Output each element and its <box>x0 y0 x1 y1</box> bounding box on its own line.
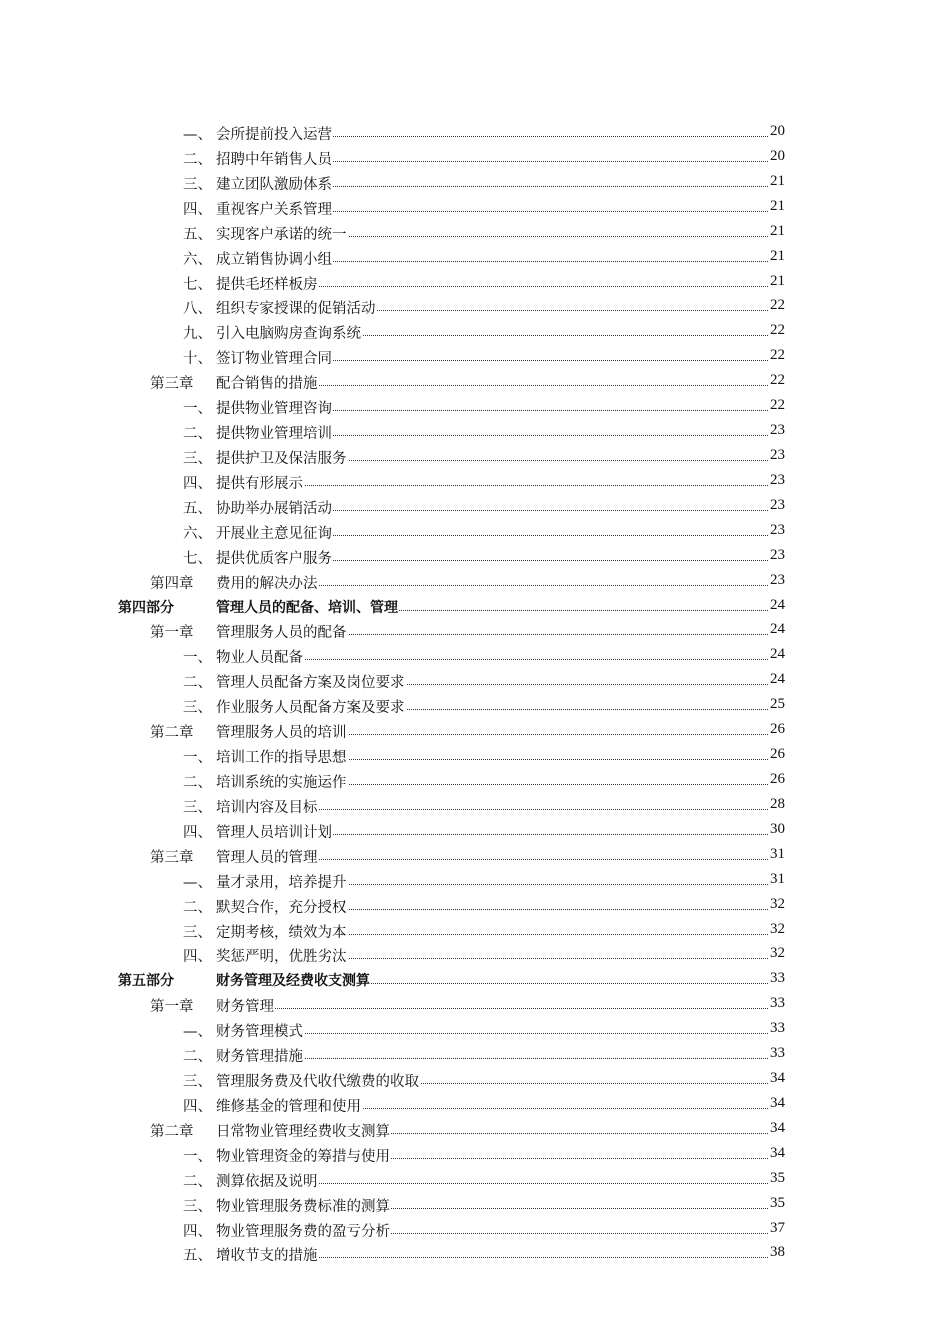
toc-entry-title[interactable]: 物业管理服务费标准的测算 <box>216 1195 391 1216</box>
toc-entry-page-number: 37 <box>770 1219 785 1236</box>
toc-entry-number: 三、 <box>183 450 212 467</box>
toc-entry-chapter[interactable] <box>0 569 950 594</box>
toc-entry-title[interactable]: 作业服务人员配备方案及要求 <box>216 696 406 717</box>
toc-entry-number: 五、 <box>183 1248 212 1265</box>
toc-entry-chapter[interactable] <box>0 718 950 743</box>
toc-entry-chapter[interactable] <box>0 369 950 394</box>
toc-entry-number: 第三章 <box>150 376 194 393</box>
toc-entry-page-number: 23 <box>770 422 785 439</box>
toc-entry-page-number: 20 <box>770 123 785 139</box>
toc-entry-title[interactable]: 培训工作的指导思想 <box>216 746 348 767</box>
toc-entry-title[interactable]: 会所提前投入运营 <box>216 123 333 144</box>
toc-entry-title[interactable]: 签订物业管理合同 <box>216 347 333 368</box>
toc-entry-page-number: 21 <box>770 272 785 289</box>
toc-entry-item[interactable] <box>0 1017 950 1042</box>
toc-entry-item[interactable] <box>0 344 950 369</box>
toc-entry-page-number: 20 <box>770 147 785 164</box>
toc-entry-number: 四、 <box>183 1223 212 1240</box>
toc-entry-number: 第五部分 <box>118 973 174 990</box>
toc-entry-number: 五、 <box>183 226 212 243</box>
toc-entry-item[interactable] <box>0 1192 950 1217</box>
toc-entry-number: 九、 <box>183 326 212 343</box>
toc-entry-page-number: 24 <box>770 596 785 613</box>
toc-entry-title[interactable]: 协助举办展销活动 <box>216 497 333 518</box>
toc-entry-number: 二、 <box>183 426 212 443</box>
toc-entry-item[interactable] <box>0 868 950 893</box>
toc-entry-number: 三、 <box>183 1198 212 1215</box>
toc-entry-title[interactable]: 日常物业管理经费收支测算 <box>216 1120 391 1141</box>
toc-entry-item[interactable] <box>0 1067 950 1092</box>
toc-entry-number: 四、 <box>183 1098 212 1115</box>
toc-entry-part[interactable] <box>0 967 950 992</box>
toc-entry-title[interactable]: 测算依据及说明 <box>216 1170 319 1191</box>
toc-entry-page-number: 21 <box>770 197 785 214</box>
toc-entry-item[interactable] <box>0 145 950 170</box>
toc-entry-page-number: 23 <box>770 521 785 538</box>
toc-entry-title[interactable]: 重视客户关系管理 <box>216 198 333 219</box>
toc-entry-item[interactable] <box>0 245 950 270</box>
toc-entry-page-number: 24 <box>770 621 785 638</box>
toc-entry-title[interactable]: 管理服务费及代收代缴费的收取 <box>216 1070 420 1091</box>
toc-entry-title[interactable]: 默契合作，充分授权 <box>216 896 348 917</box>
toc-entry-page-number: 34 <box>770 1119 785 1136</box>
toc-entry-item[interactable] <box>0 818 950 843</box>
toc-entry-chapter[interactable] <box>0 992 950 1017</box>
toc-entry-number: 四、 <box>183 949 212 966</box>
toc-entry-item[interactable] <box>0 1042 950 1067</box>
toc-entry-item[interactable] <box>0 419 950 444</box>
toc-entry-number: 第一章 <box>150 999 194 1016</box>
toc-entry-item[interactable] <box>0 743 950 768</box>
toc-entry-number: 二、 <box>183 899 212 916</box>
toc-entry-title[interactable]: 增收节支的措施 <box>216 1244 319 1265</box>
dot-leader <box>216 1008 782 1009</box>
toc-entry-title[interactable]: 财务管理及经费收支测算 <box>216 970 371 990</box>
toc-entry-page-number: 30 <box>770 820 785 837</box>
toc-entry-number: 七、 <box>183 276 212 293</box>
toc-entry-page-number: 23 <box>770 471 785 488</box>
toc-entry-chapter[interactable] <box>0 618 950 643</box>
toc-entry-number: 八、 <box>183 301 212 318</box>
toc-entry-title[interactable]: 量才录用，培养提升 <box>216 871 348 892</box>
toc-entry-number: 第四部分 <box>118 599 174 616</box>
toc-entry-page-number: 28 <box>770 795 785 812</box>
toc-entry-number: 三、 <box>183 700 212 717</box>
toc-entry-item[interactable] <box>0 394 950 419</box>
toc-entry-item[interactable] <box>0 693 950 718</box>
toc-entry-title[interactable]: 物业管理服务费的盈亏分析 <box>216 1220 391 1241</box>
toc-entry-number: 十、 <box>183 351 212 368</box>
toc-entry-page-number: 26 <box>770 721 785 738</box>
toc-entry-title[interactable]: 管理人员配备方案及岗位要求 <box>216 671 406 692</box>
toc-entry-title[interactable]: 培训内容及目标 <box>216 796 319 817</box>
toc-entry-number: —、 <box>183 874 212 891</box>
toc-entry-number: 四、 <box>183 201 212 218</box>
toc-entry-item[interactable] <box>0 294 950 319</box>
toc-entry-title[interactable]: 提供有形展示 <box>216 472 304 493</box>
toc-entry-page-number: 34 <box>770 1144 785 1161</box>
toc-entry-item[interactable] <box>0 1217 950 1242</box>
toc-entry-title[interactable]: 开展业主意见征询 <box>216 522 333 543</box>
toc-entry-item[interactable] <box>0 494 950 519</box>
toc-entry-title[interactable]: 提供优质客户服务 <box>216 547 333 568</box>
toc-entry-page-number: 22 <box>770 397 785 414</box>
toc-entry-number: 一、 <box>183 1148 212 1165</box>
toc-entry-item[interactable] <box>0 519 950 544</box>
toc-entry-title[interactable]: 财务管理 <box>216 995 275 1016</box>
toc-entry-title[interactable]: 管理服务人员的配备 <box>216 621 348 642</box>
toc-entry-title[interactable]: 成立销售协调小组 <box>216 248 333 269</box>
toc-entry-item[interactable] <box>0 1142 950 1167</box>
toc-entry-page-number: 24 <box>770 671 785 688</box>
toc-entry-item[interactable] <box>0 893 950 918</box>
toc-entry-title[interactable]: 招聘中年销售人员 <box>216 148 333 169</box>
toc-entry-title[interactable]: 维修基金的管理和使用 <box>216 1095 362 1116</box>
toc-entry-page-number: 24 <box>770 646 785 663</box>
toc-entry-number: 六、 <box>183 251 212 268</box>
toc-entry-item[interactable] <box>0 220 950 245</box>
toc-entry-title[interactable]: 培训系统的实施运作 <box>216 771 348 792</box>
toc-entry-page-number: 25 <box>770 696 785 713</box>
toc-entry-number: 第一章 <box>150 625 194 642</box>
toc-entry-number: 三、 <box>183 924 212 941</box>
toc-entry-page-number: 32 <box>770 895 785 912</box>
toc-entry-page-number: 22 <box>770 372 785 389</box>
toc-entry-number: 第四章 <box>150 575 194 592</box>
toc-entry-title[interactable]: 费用的解决办法 <box>216 572 319 593</box>
toc-entry-item[interactable] <box>0 120 950 145</box>
toc-entry-page-number: 34 <box>770 1070 785 1087</box>
toc-entry-page-number: 21 <box>770 247 785 264</box>
toc-entry-page-number: 33 <box>770 1020 785 1037</box>
toc-entry-number: 二、 <box>183 1173 212 1190</box>
toc-entry-number: 一、 <box>183 650 212 667</box>
toc-entry-title[interactable]: 实现客户承诺的统一 <box>216 223 348 244</box>
toc-entry-number: 第三章 <box>150 849 194 866</box>
toc-entry-title[interactable]: 物业管理资金的筹措与使用 <box>216 1145 391 1166</box>
toc-entry-number: —、 <box>183 127 212 143</box>
toc-entry-number: 一、 <box>183 401 212 418</box>
toc-entry-title[interactable]: 建立团队激励体系 <box>216 173 333 194</box>
toc-entry-title[interactable]: 管理人员的配备、培训、管理 <box>216 597 399 617</box>
toc-entry-page-number: 33 <box>770 970 785 987</box>
toc-entry-page-number: 21 <box>770 172 785 189</box>
toc-entry-page-number: 23 <box>770 446 785 463</box>
toc-entry-page-number: 22 <box>770 347 785 364</box>
toc-entry-number: 三、 <box>183 799 212 816</box>
toc-entry-title[interactable]: 管理人员的管理 <box>216 846 319 867</box>
toc-entry-page-number: 31 <box>770 870 785 887</box>
toc-entry-page-number: 26 <box>770 770 785 787</box>
toc-entry-chapter[interactable] <box>0 1117 950 1142</box>
toc-entry-item[interactable] <box>0 469 950 494</box>
toc-entry-item[interactable] <box>0 1167 950 1192</box>
toc-entry-item[interactable] <box>0 668 950 693</box>
toc-entry-title[interactable]: 提供物业管理咨询 <box>216 397 333 418</box>
toc-entry-number: 二、 <box>183 1049 212 1066</box>
toc-entry-number: 三、 <box>183 1074 212 1091</box>
toc-entry-title[interactable]: 管理服务人员的培训 <box>216 721 348 742</box>
toc-entry-page-number: 34 <box>770 1094 785 1111</box>
toc-entry-page-number: 32 <box>770 920 785 937</box>
toc-entry-title[interactable]: 提供毛坯样板房 <box>216 273 319 294</box>
toc-entry-page-number: 33 <box>770 1045 785 1062</box>
toc-entry-item[interactable] <box>0 942 950 967</box>
toc-entry-page-number: 32 <box>770 945 785 962</box>
toc-entry-item[interactable] <box>0 319 950 344</box>
toc-entry-page-number: 31 <box>770 845 785 862</box>
toc-entry-number: 第二章 <box>150 725 194 742</box>
toc-entry-item[interactable] <box>0 195 950 220</box>
toc-entry-page-number: 26 <box>770 746 785 763</box>
toc-entry-page-number: 21 <box>770 222 785 239</box>
toc-entry-item[interactable] <box>0 643 950 668</box>
toc-entry-title[interactable]: 管理人员培训计划 <box>216 821 333 842</box>
toc-entry-number: —、 <box>183 1024 212 1041</box>
toc-entry-number: 三、 <box>183 176 212 193</box>
toc-entry-page-number: 33 <box>770 995 785 1012</box>
toc-entry-item[interactable] <box>0 544 950 569</box>
toc-entry-title[interactable]: 财务管理模式 <box>216 1020 304 1041</box>
toc-entry-title[interactable]: 奖惩严明，优胜劣汰 <box>216 945 348 966</box>
toc-entry-number: 五、 <box>183 500 212 517</box>
toc-entry-page-number: 35 <box>770 1194 785 1211</box>
toc-entry-number: 二、 <box>183 774 212 791</box>
toc-entry-item[interactable] <box>0 170 950 195</box>
toc-entry-chapter[interactable] <box>0 843 950 868</box>
toc-entry-item[interactable] <box>0 444 950 469</box>
toc-entry-item[interactable] <box>0 1092 950 1117</box>
toc-entry-page-number: 22 <box>770 297 785 314</box>
toc-entry-item[interactable] <box>0 918 950 943</box>
toc-entry-title[interactable]: 定期考核，绩效为本 <box>216 921 348 942</box>
toc-entry-page-number: 23 <box>770 546 785 563</box>
toc-entry-number: 七、 <box>183 550 212 567</box>
toc-entry-part[interactable] <box>0 594 950 619</box>
toc-entry-item[interactable] <box>0 1241 950 1266</box>
toc-entry-number: 六、 <box>183 525 212 542</box>
toc-entry-page-number: 38 <box>770 1244 785 1261</box>
toc-entry-title[interactable]: 引入电脑购房查询系统 <box>216 322 362 343</box>
toc-entry-number: 四、 <box>183 475 212 492</box>
toc-entry-number: 二、 <box>183 151 212 168</box>
toc-entry-page-number: 22 <box>770 322 785 339</box>
toc-entry-item[interactable] <box>0 768 950 793</box>
toc-entry-title[interactable]: 配合销售的措施 <box>216 372 319 393</box>
toc-entry-number: 四、 <box>183 824 212 841</box>
toc-entry-title[interactable]: 提供物业管理培训 <box>216 422 333 443</box>
toc-entry-title[interactable]: 物业人员配备 <box>216 646 304 667</box>
toc-entry-number: 一、 <box>183 750 212 767</box>
toc-entry-page-number: 23 <box>770 571 785 588</box>
toc-entry-title[interactable]: 提供护卫及保洁服务 <box>216 447 348 468</box>
toc-entry-number: 二、 <box>183 675 212 692</box>
toc-entry-page-number: 23 <box>770 496 785 513</box>
toc-entry-title[interactable]: 财务管理措施 <box>216 1045 304 1066</box>
toc-entry-item[interactable] <box>0 793 950 818</box>
toc-entry-page-number: 35 <box>770 1169 785 1186</box>
toc-entry-item[interactable] <box>0 270 950 295</box>
toc-entry-title[interactable]: 组织专家授课的促销活动 <box>216 297 377 318</box>
toc-entry-number: 第二章 <box>150 1123 194 1140</box>
table-of-contents <box>0 120 950 1266</box>
